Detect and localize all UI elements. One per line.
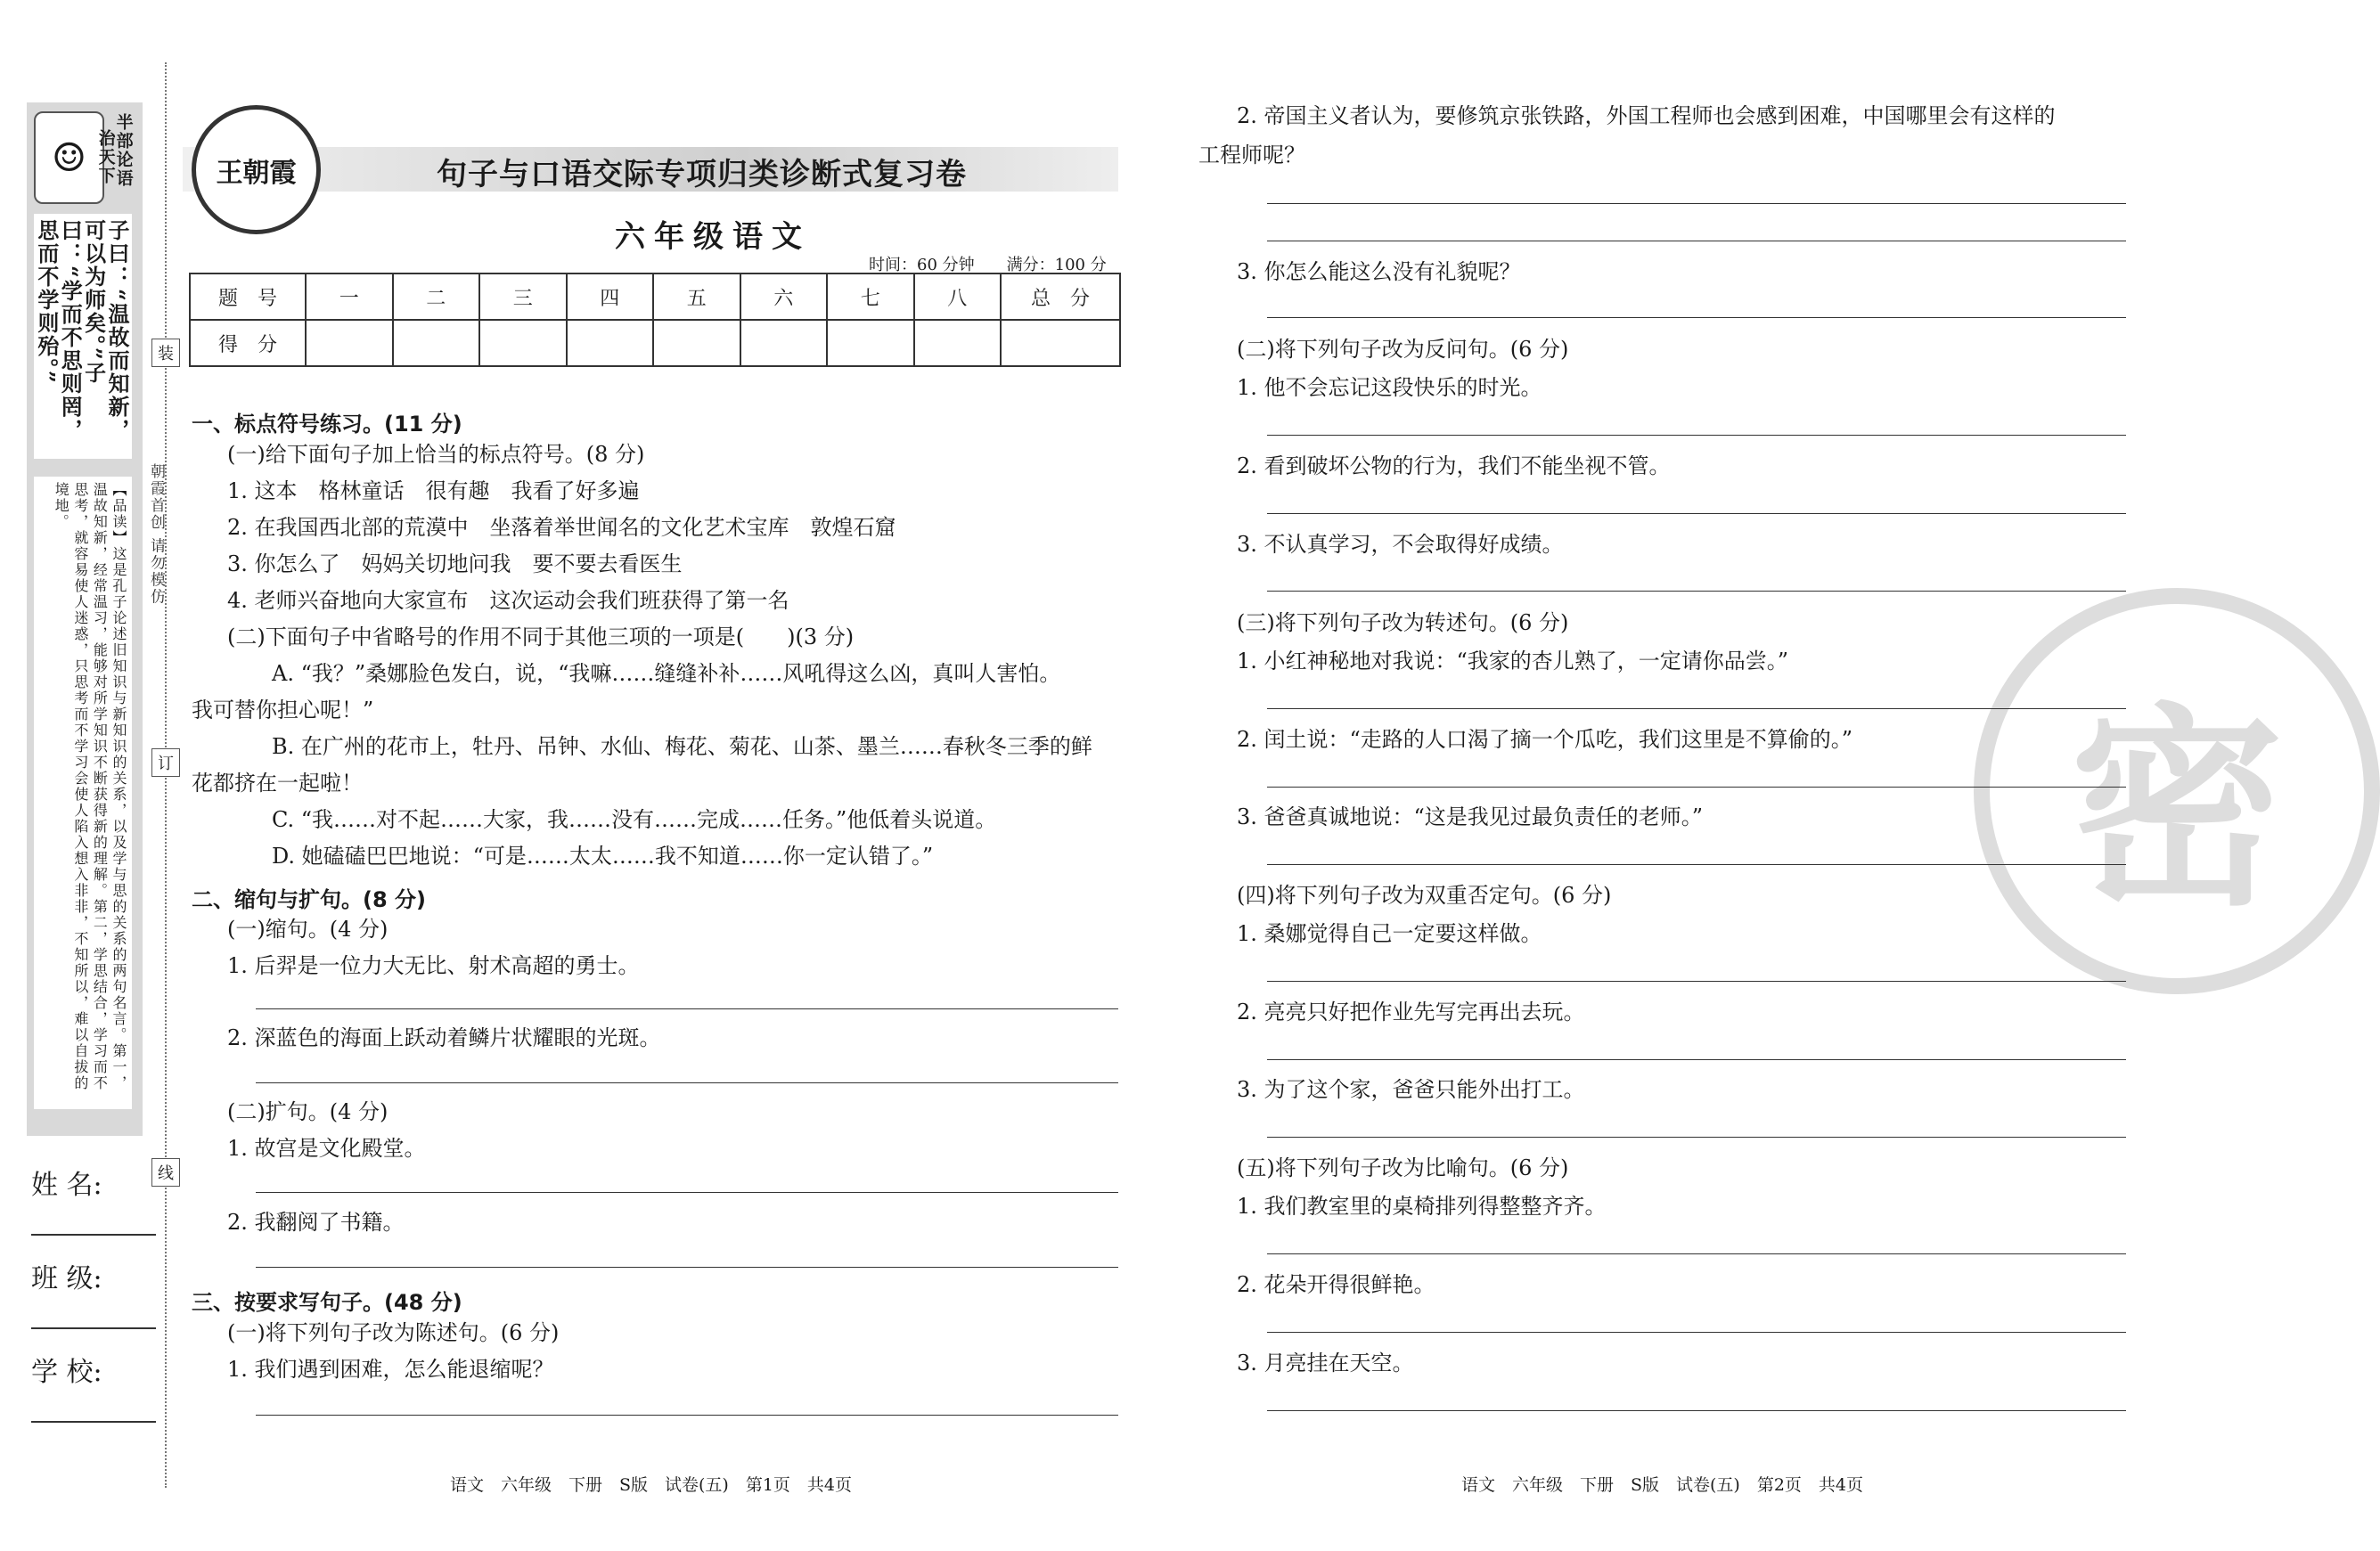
full-score: 满分：100 分: [1006, 256, 1107, 274]
question-item: 3. 你怎么了 妈妈关切地问我 要不要去看医生: [227, 551, 683, 576]
section-1-part-2: (二)下面句子中省略号的作用不同于其他三项的一项是( )(3 分): [227, 624, 855, 649]
question-item: 1. 桑娜觉得自己一定要这样做。: [1237, 921, 1542, 946]
score-table-score-row: [190, 320, 1120, 366]
question-item: 2. 看到破坏公物的行为，我们不能坐视不管。: [1237, 453, 1671, 478]
mascot-image: ☺: [34, 111, 104, 204]
question-item: 1. 我们遇到困难，怎么能退缩呢？: [227, 1357, 554, 1382]
option-b-cont: 花都挤在一起啦！: [192, 771, 363, 796]
notice-text: 朝霞首创 请勿模仿: [147, 463, 165, 606]
question-item: 3. 不认真学习，不会取得好成绩。: [1237, 532, 1564, 557]
document-subtitle: 六年级语文: [615, 219, 811, 255]
bind-mark-1: 装: [151, 339, 180, 367]
score-cell[interactable]: [306, 320, 393, 366]
school-label: 学 校:: [31, 1357, 102, 1388]
answer-line[interactable]: [256, 1415, 1118, 1416]
class-field[interactable]: [31, 1327, 156, 1329]
table-cell: 题 号: [190, 273, 306, 320]
question-item: 1. 故宫是文化殿堂。: [227, 1136, 426, 1161]
section-2-heading: 二、缩句与扩句。(8 分): [192, 887, 426, 912]
question-item: 1. 他不会忘记这段快乐的时光。: [1237, 375, 1542, 400]
question-item: 2. 在我国西北部的荒漠中 坐落着举世闻名的文化艺术宝库 敦煌石窟: [227, 515, 896, 540]
part-4-heading: (四)将下列句子改为双重否定句。(6 分): [1237, 883, 1612, 908]
section-1-heading: 一、标点符号练习。(11 分): [192, 412, 462, 437]
score-cell[interactable]: [740, 320, 828, 366]
table-cell: 六: [740, 273, 828, 320]
score-table: [189, 273, 1121, 367]
question-item: 1. 这本 格林童话 很有趣 我看了好多遍: [227, 478, 640, 503]
question-item: 2. 闰土说：“走路的人口渴了摘一个瓜吃，我们这里是不算偷的。”: [1237, 727, 1853, 752]
score-cell[interactable]: [393, 320, 480, 366]
quote-box: 子曰：“温故而知新，可以为师矣。”子曰：“学而不思则罔，思而不学则殆。”: [34, 214, 132, 459]
answer-line[interactable]: [1267, 203, 2126, 204]
name-label: 姓 名:: [31, 1170, 102, 1201]
bind-mark-2: 订: [151, 748, 180, 777]
section-3-heading: 三、按要求写句子。(48 分): [192, 1290, 462, 1315]
section-2-part-1: (一)缩句。(4 分): [227, 917, 388, 942]
answer-line[interactable]: [1267, 1332, 2126, 1333]
name-field[interactable]: [31, 1234, 156, 1236]
question-item: 1. 后羿是一位力大无比、射术高超的勇士。: [227, 953, 640, 978]
answer-line[interactable]: [1267, 787, 2126, 788]
question-item: 2. 帝国主义者认为，要修筑京张铁路，外国工程师也会感到困难，中国哪里会有这样的: [1237, 103, 2056, 128]
answer-line[interactable]: [1267, 591, 2126, 592]
part-5-heading: (五)将下列句子改为比喻句。(6 分): [1237, 1155, 1569, 1180]
answer-line[interactable]: [1267, 513, 2126, 514]
table-cell: 四: [567, 273, 654, 320]
question-item: 4. 老师兴奋地向大家宣布 这次运动会我们班获得了第一名: [227, 588, 789, 613]
option-c: C. “我……对不起……大家，我……没有……完成……任务。”他低着头说道。: [272, 807, 997, 832]
question-item: 1. 小红神秘地对我说：“我家的杏儿熟了，一定请你品尝。”: [1237, 649, 1789, 673]
score-cell[interactable]: [827, 320, 914, 366]
option-b: B. 在广州的花市上，牡丹、吊钟、水仙、梅花、菊花、山茶、墨兰……春秋冬三季的鲜: [272, 734, 1092, 759]
option-a-cont: 我可替你担心呢！”: [192, 698, 374, 722]
motto-b: 治天下: [95, 129, 116, 185]
footer-page-1: 语文 六年级 下册 S版 试卷(五) 第1页 共4页: [450, 1475, 853, 1495]
table-cell: 总 分: [1001, 273, 1120, 320]
question-item: 3. 爸爸真诚地说：“这是我见过最负责任的老师。”: [1237, 804, 1704, 829]
answer-line[interactable]: [1267, 1059, 2126, 1060]
answer-line[interactable]: [1267, 435, 2126, 436]
table-cell: 二: [393, 273, 480, 320]
table-cell: 得 分: [190, 320, 306, 366]
answer-line[interactable]: [256, 1082, 1118, 1083]
time-limit: 时间：60 分钟: [869, 256, 975, 274]
table-cell: 七: [827, 273, 914, 320]
section-3-part-1: (一)将下列句子改为陈述句。(6 分): [227, 1320, 560, 1345]
table-cell: 三: [479, 273, 567, 320]
question-item: 2. 亮亮只好把作业先写完再出去玩。: [1237, 1000, 1585, 1024]
question-item: 1. 我们教室里的桌椅排列得整整齐齐。: [1237, 1194, 1607, 1219]
answer-line[interactable]: [1267, 864, 2126, 865]
watermark-stamp: 密: [1974, 588, 2380, 994]
answer-line[interactable]: [1267, 1410, 2126, 1411]
table-cell: 五: [653, 273, 740, 320]
answer-line[interactable]: [1267, 981, 2126, 982]
sidebar: [27, 102, 143, 1136]
part-3-heading: (三)将下列句子改为转述句。(6 分): [1237, 610, 1569, 635]
score-cell[interactable]: [1001, 320, 1120, 366]
answer-line[interactable]: [1267, 1137, 2126, 1138]
analysis-box: 【品读】这是孔子论述旧知识与新知识的关系，以及学与思的关系的两句名言。第一，温故知新，经常温习，能够对所学知识不断获得新的理解。第二，学思结合，学习而不思考，就容易使人迷惑，只思考而不学习会使人陷入想入非非，不知所以，难以自拔的境地。: [34, 477, 132, 1109]
option-a: A. “我？”桑娜脸色发白，说，“我嘛……缝缝补补……风吼得这么凶，真叫人害怕。: [272, 661, 1061, 686]
score-cell[interactable]: [914, 320, 1002, 366]
question-item: 2. 深蓝色的海面上跃动着鳞片状耀眼的光斑。: [227, 1025, 661, 1050]
part-2-heading: (二)将下列句子改为反问句。(6 分): [1237, 337, 1569, 362]
section-2-part-2: (二)扩句。(4 分): [227, 1099, 388, 1124]
answer-line[interactable]: [1267, 708, 2126, 709]
answer-line[interactable]: [1267, 317, 2126, 318]
answer-line[interactable]: [1267, 1253, 2126, 1254]
answer-line[interactable]: [256, 1267, 1118, 1268]
question-item: 3. 月亮挂在天空。: [1237, 1351, 1414, 1375]
question-item: 3. 为了这个家，爸爸只能外出打工。: [1237, 1077, 1585, 1102]
question-item-cont: 工程师呢？: [1198, 143, 1305, 167]
answer-line[interactable]: [256, 1008, 1118, 1009]
document-title: 句子与口语交际专项归类诊断式复习卷: [437, 157, 967, 192]
score-cell[interactable]: [653, 320, 740, 366]
question-item: 3. 你怎么能这么没有礼貌呢？: [1237, 259, 1521, 284]
section-1-part-1: (一)给下面句子加上恰当的标点符号。(8 分): [227, 442, 645, 467]
motto-a: 半部论语: [113, 113, 134, 188]
table-cell: 八: [914, 273, 1002, 320]
brand-logo: 王朝霞: [192, 105, 321, 234]
question-item: 2. 我翻阅了书籍。: [227, 1210, 405, 1235]
table-cell: 一: [306, 273, 393, 320]
option-d: D. 她磕磕巴巴地说：“可是……太太……我不知道……你一定认错了。”: [272, 844, 934, 869]
bind-mark-3: 线: [151, 1158, 180, 1187]
school-field[interactable]: [31, 1421, 156, 1423]
footer-page-2: 语文 六年级 下册 S版 试卷(五) 第2页 共4页: [1461, 1475, 1864, 1495]
answer-line[interactable]: [256, 1192, 1118, 1193]
score-cell[interactable]: [479, 320, 567, 366]
score-table-header-row: [190, 273, 1120, 320]
class-label: 班 级:: [31, 1263, 102, 1294]
score-cell[interactable]: [567, 320, 654, 366]
question-item: 2. 花朵开得很鲜艳。: [1237, 1272, 1435, 1297]
